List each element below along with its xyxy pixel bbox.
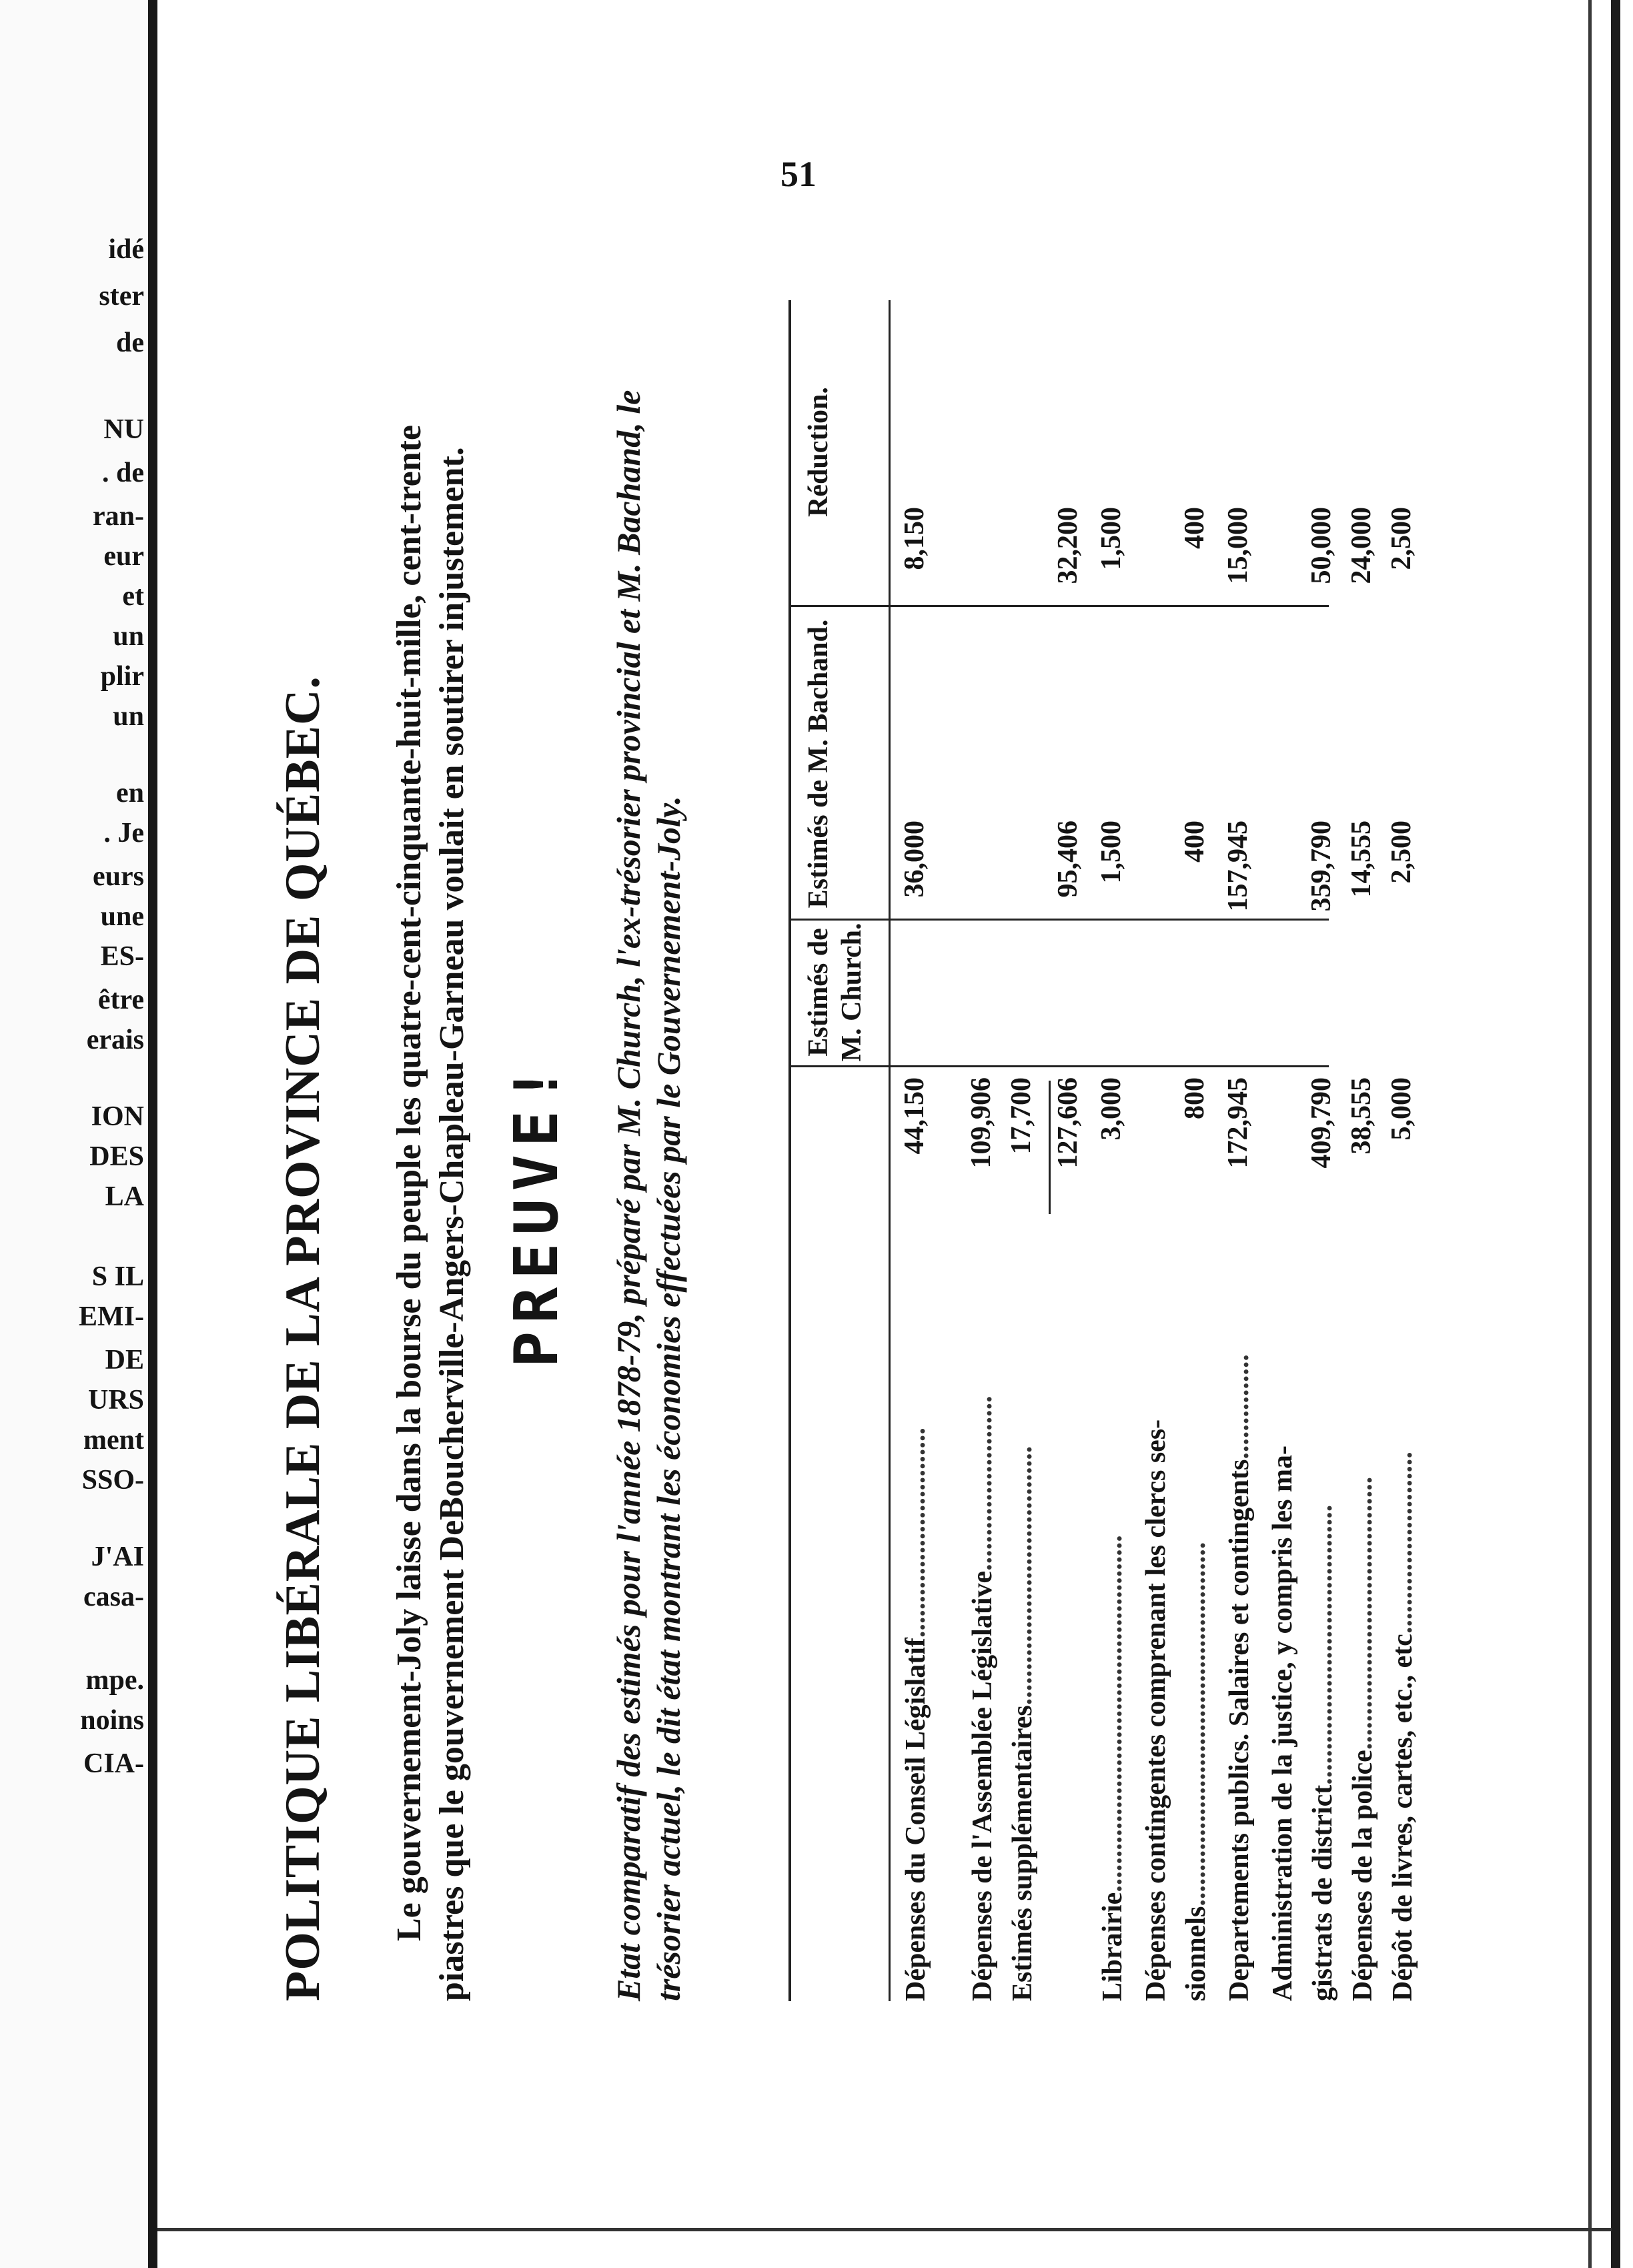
page-title: POLITIQUE LIBÉRALE DE LA PROVINCE DE QUÉBEC. bbox=[276, 676, 330, 2001]
row-label-text: sionnels bbox=[1181, 1906, 1211, 2001]
cell-church: 5,000 bbox=[1386, 1077, 1417, 1141]
fragment-text: S IL bbox=[91, 1261, 144, 1292]
row-label-text: Librairie bbox=[1097, 1892, 1128, 2001]
row-label bbox=[899, 1101, 933, 2001]
cell-church: 38,555 bbox=[1346, 1077, 1377, 1155]
fragment-text: un bbox=[113, 701, 144, 732]
leader-dots: ............... bbox=[1224, 1354, 1255, 1460]
page-right-edge bbox=[1611, 0, 1620, 2268]
fragment-text: être bbox=[97, 985, 144, 1015]
cell-bachand: 157,945 bbox=[1223, 820, 1253, 912]
cell-bachand: 359,790 bbox=[1306, 820, 1337, 912]
fragment-text: URS bbox=[87, 1385, 144, 1415]
fragment-text: SSO- bbox=[81, 1465, 144, 1496]
page-edge-line bbox=[1588, 0, 1592, 2268]
fragment-text: en bbox=[116, 778, 144, 808]
row-label bbox=[1005, 1101, 1040, 2001]
fragment-text: noins bbox=[80, 1705, 144, 1736]
leader-dots: ........................................ bbox=[1307, 1504, 1338, 1785]
cell-reduction: 24,000 bbox=[1346, 507, 1377, 584]
leader-dots: .......................... bbox=[1388, 1452, 1418, 1634]
row-label bbox=[1386, 1101, 1420, 2001]
fragment-text: une bbox=[100, 901, 144, 932]
row-label bbox=[1179, 1101, 1213, 2001]
subtotal-rule bbox=[1049, 1081, 1051, 1214]
cell-bachand: 1,500 bbox=[1096, 820, 1127, 884]
cell-bachand: 95,406 bbox=[1053, 820, 1083, 898]
cell-bachand: 36,000 bbox=[899, 820, 930, 898]
row-label-text: Estimés supplémentaires bbox=[1007, 1705, 1038, 2001]
table-top-rule bbox=[788, 300, 791, 2001]
cell-reduction: 8,150 bbox=[899, 507, 930, 570]
fragment-text: NU bbox=[103, 414, 144, 445]
table-header-rule bbox=[889, 300, 891, 2001]
page-number: 51 bbox=[780, 154, 816, 194]
cell-church: 17,700 bbox=[1006, 1077, 1037, 1155]
leader-dots: ..................................... bbox=[1007, 1446, 1038, 1706]
fragment-text: DES bbox=[89, 1141, 144, 1172]
fragment-text: ION bbox=[91, 1101, 144, 1132]
leader-dots: ......................... bbox=[967, 1395, 998, 1571]
fragment-text: eur bbox=[103, 541, 144, 572]
cell-church: 3,000 bbox=[1096, 1077, 1127, 1141]
row-label-text: Administration de la justice, y compris les ma- bbox=[1267, 1446, 1298, 2001]
cell-church: 409,790 bbox=[1306, 1077, 1337, 1169]
cell-bachand: 14,555 bbox=[1346, 820, 1377, 898]
fragment-text: ES- bbox=[100, 941, 144, 972]
fragment-text: idé bbox=[108, 234, 144, 265]
row-label bbox=[1265, 1101, 1300, 2001]
fragment-text: casa- bbox=[83, 1582, 144, 1612]
fragment-text: et bbox=[122, 581, 144, 612]
header-bachand: Estimés de M. Bachand. bbox=[803, 619, 834, 909]
cell-reduction: 400 bbox=[1179, 507, 1210, 549]
row-label-text: Dépenses de la police bbox=[1347, 1750, 1378, 2001]
rotated-content bbox=[275, 233, 1418, 2001]
page-bottom-edge bbox=[157, 2228, 1612, 2231]
fragment-text: . de bbox=[102, 458, 144, 488]
fragment-text: plir bbox=[100, 661, 144, 692]
intro-paragraph: Le gouvernement-Joly laisse dans la bourse du peuple les quatre-cent-cinquante-huit-mille, cent-trente piastres que le gouvernement DeBoucherville-Angers-Chapleau-Garneau voulait en soutirer injustement. bbox=[390, 425, 471, 2001]
cell-reduction: 1,500 bbox=[1096, 507, 1127, 570]
cell-church: 44,150 bbox=[899, 1077, 930, 1155]
table-caption: Etat comparatif des estimés pour l'année 1878-79, préparé par M. Church, l'ex-trésorier provincial et M. Bachand, le trésorier actuel, le dit état montrant les économies effectuées par le Gouvernement-Joly. bbox=[610, 390, 687, 2001]
row-label bbox=[965, 1101, 1000, 2001]
fragment-text: ment bbox=[83, 1425, 144, 1456]
row-label bbox=[1139, 1101, 1173, 2001]
row-label bbox=[1305, 1101, 1340, 2001]
fragment-text: mpe. bbox=[85, 1665, 144, 1696]
cell-reduction: 2,500 bbox=[1386, 507, 1417, 570]
fragment-text: ran- bbox=[93, 501, 144, 532]
row-label-text: Dépenses contingentes comprenant les clercs ses- bbox=[1141, 1419, 1171, 2001]
cell-church: 109,906 bbox=[966, 1077, 997, 1169]
cell-church: 800 bbox=[1179, 1077, 1210, 1119]
fragment-text: erais bbox=[86, 1025, 144, 1055]
cell-church: 127,606 bbox=[1053, 1077, 1083, 1169]
row-label-text: gistrats de district bbox=[1307, 1784, 1338, 2001]
row-label-text: Departements publics. Salaires et contingents bbox=[1224, 1459, 1255, 2001]
cell-bachand: 400 bbox=[1179, 820, 1210, 863]
cell-reduction: 15,000 bbox=[1223, 507, 1253, 584]
leader-dots: ................................................... bbox=[1097, 1535, 1128, 1892]
row-label-text: Dépenses de l'Assemblée Législative bbox=[967, 1570, 998, 2001]
cell-reduction: 50,000 bbox=[1306, 507, 1337, 584]
preuve-heading: PREUVE! bbox=[502, 1058, 572, 1367]
leader-dots: .............................. bbox=[901, 1428, 931, 1638]
fragment-text: ster bbox=[99, 281, 144, 312]
fragment-text: de bbox=[116, 328, 144, 358]
header-church: Estimés de M. Church. bbox=[803, 923, 867, 1062]
row-label bbox=[1345, 1101, 1380, 2001]
fragment-text: EMI- bbox=[79, 1301, 144, 1332]
book-spine bbox=[148, 0, 157, 2268]
column-divider bbox=[788, 1065, 1329, 1067]
fragment-text: . Je bbox=[103, 818, 144, 848]
header-reduction: Réduction. bbox=[803, 387, 834, 517]
cell-church: 172,945 bbox=[1223, 1077, 1253, 1169]
fragment-text: LA bbox=[105, 1181, 144, 1212]
leader-dots: .................................................... bbox=[1181, 1542, 1211, 1906]
row-label bbox=[1095, 1101, 1130, 2001]
row-label-text: Dépôt de livres, cartes, etc., etc bbox=[1388, 1634, 1418, 2001]
fragment-text: DE bbox=[105, 1345, 144, 1375]
cell-reduction: 32,200 bbox=[1053, 507, 1083, 584]
estimates-table bbox=[788, 300, 1418, 2001]
leader-dots: ....................................... bbox=[1347, 1476, 1378, 1750]
fragment-text: un bbox=[113, 621, 144, 652]
cell-bachand: 2,500 bbox=[1386, 820, 1417, 884]
fragment-text: CIA- bbox=[83, 1748, 144, 1779]
fragment-text: J'AI bbox=[91, 1542, 144, 1572]
row-label-text: Dépenses du Conseil Législatif bbox=[901, 1638, 931, 2001]
row-label bbox=[1222, 1101, 1257, 2001]
fragment-text: eurs bbox=[93, 861, 144, 892]
